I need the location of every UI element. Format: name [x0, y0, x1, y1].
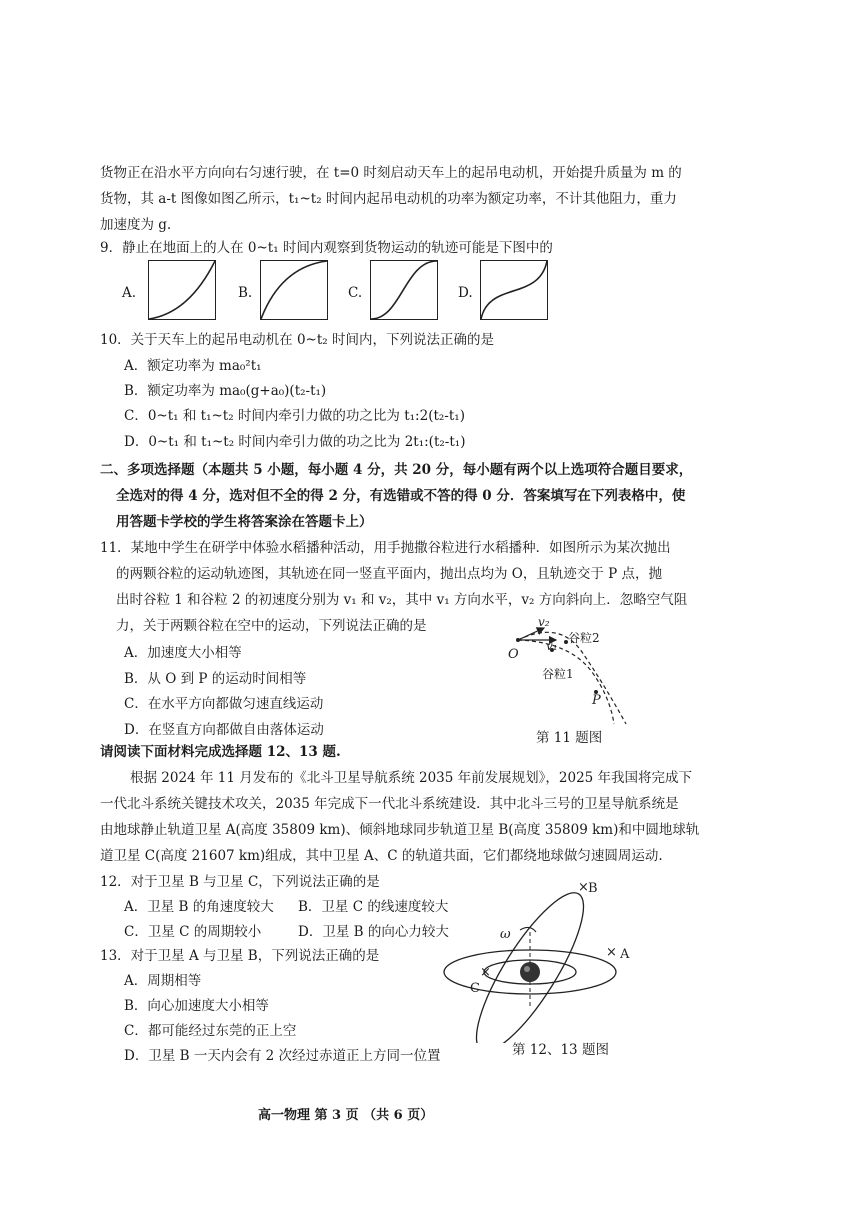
q9-option-d-graph — [480, 260, 548, 320]
q10-stem: 10．关于天车上的起吊电动机在 0~t₂ 时间内，下列说法正确的是 — [100, 332, 494, 348]
q11-stem-line-3: 出时谷粒 1 和谷粒 2 的初速度分别为 v₁ 和 v₂，其中 v₁ 方向水平，v₂ 方向斜向上．忽略空气阻 — [116, 592, 688, 608]
q12-option-c: C．卫星 C 的周期较小 — [124, 924, 262, 940]
material-heading: 请阅读下面材料完成选择题 12、13 题. — [100, 744, 341, 760]
q12-option-a: A．卫星 B 的角速度较大 — [124, 899, 274, 915]
q11-figure-caption: 第 11 题图 — [536, 730, 603, 746]
q10-option-a: A．额定功率为 ma₀²t₁ — [124, 358, 262, 374]
intro-line-1: 货物正在沿水平方向向右匀速行驶，在 t=0 时刻启动天车上的起吊电动机，开始提升质量为 m 的 — [100, 165, 682, 181]
material-line-3: 由地球静止轨道卫星 A(高度 35809 km)、倾斜地球同步轨道卫星 B(高度 35809 km)和中圆地球轨 — [100, 822, 700, 838]
q9-option-c-label: C. — [348, 285, 363, 301]
q9-option-c-graph — [370, 260, 438, 320]
earth-icon — [520, 962, 540, 982]
section2-heading-line-1: 二、多项选择题（本题共 5 小题，每小题 4 分，共 20 分，每小题有两个以上选项符合题目要求， — [100, 462, 693, 478]
satellite-orbits-figure — [440, 878, 640, 1043]
q11-option-a: A．加速度大小相等 — [124, 645, 242, 661]
q11-stem-line-4: 力，关于两颗谷粒在空中的运动，下列说法正确的是 — [116, 618, 427, 634]
q9-option-a-label: A. — [122, 285, 137, 301]
q9-option-d-label: D. — [458, 285, 473, 301]
satellite-a-label: A — [620, 947, 630, 962]
section2-heading-line-3: 用答题卡学校的学生将答案涂在答题卡上） — [116, 514, 373, 530]
q11-label-p: P — [592, 693, 601, 708]
q10-option-c: C．0~t₁ 和 t₁~t₂ 时间内牵引力做的功之比为 t₁:2(t₂-t₁) — [124, 408, 465, 424]
v2-arrow — [518, 628, 544, 640]
satellite-c-label: C — [470, 981, 480, 996]
q9-option-b-graph — [260, 260, 328, 320]
omega-label: ω — [500, 927, 511, 942]
q11-label-o: O — [508, 647, 519, 662]
q10-option-d: D．0~t₁ 和 t₁~t₂ 时间内牵引力做的功之比为 2t₁:(t₂-t₁) — [124, 434, 466, 450]
q11-stem-line-1: 11．某地中学生在研学中体验水稻播种活动，用手抛撒谷粒进行水稻播种．如图所示为某次抛出 — [100, 540, 671, 556]
q11-label-grain2: 谷粒2 — [568, 631, 600, 645]
grain1-trajectory — [518, 640, 614, 724]
satellite-b-label: B — [588, 881, 598, 896]
q11-stem-line-2: 的两颗谷粒的运动轨迹图，其轨迹在同一竖直平面内，抛出点均为 O，且轨迹交于 P 点，抛 — [116, 566, 663, 582]
q13-stem: 13．对于卫星 A 与卫星 B，下列说法正确的是 — [100, 948, 380, 964]
q11-trajectory-figure — [500, 612, 640, 727]
svg-text:×: × — [606, 945, 617, 960]
intro-line-3: 加速度为 g. — [100, 217, 172, 233]
q11-label-v1: v₁ — [546, 639, 558, 653]
q9-stem: 9．静止在地面上的人在 0~t₁ 时间内观察到货物运动的轨迹可能是下图中的 — [100, 240, 553, 256]
q12-13-figure-caption: 第 12、13 题图 — [512, 1042, 609, 1058]
q13-option-d: D．卫星 B 一天内会有 2 次经过赤道正上方同一位置 — [124, 1048, 441, 1064]
svg-text:×: × — [480, 965, 491, 980]
q11-label-grain1: 谷粒1 — [542, 667, 574, 681]
material-line-4: 道卫星 C(高度 21607 km)组成，其中卫星 A、C 的轨道共面，它们都绕地球做匀速圆周运动. — [100, 848, 663, 864]
q12-stem: 12．对于卫星 B 与卫星 C，下列说法正确的是 — [100, 874, 380, 890]
q13-option-c: C．都可能经过东莞的正上空 — [124, 1023, 297, 1039]
material-line-1: 根据 2024 年 11 月发布的《北斗卫星导航系统 2035 年前发展规划》，2025 年我国将完成下 — [130, 770, 693, 786]
q11-option-d: D．在竖直方向都做自由落体运动 — [124, 722, 324, 738]
section2-heading-line-2: 全选对的得 4 分，选对但不全的得 2 分，有选错或不答的得 0 分．答案填写在下列表格中，使 — [116, 488, 686, 504]
material-line-2: 一代北斗系统关键技术攻关，2035 年完成下一代北斗系统建设．其中北斗三号的卫星导航系统是 — [100, 796, 679, 812]
q13-option-b: B．向心加速度大小相等 — [124, 998, 269, 1014]
q11-option-c: C．在水平方向都做匀速直线运动 — [124, 696, 324, 712]
q9-option-b-label: B. — [238, 285, 253, 301]
page-footer: 高一物理 第 3 页 （共 6 页） — [258, 1108, 434, 1123]
intro-line-2: 货物，其 a-t 图像如图乙所示，t₁~t₂ 时间内起吊电动机的功率为额定功率，不计其他阻力，重力 — [100, 191, 677, 207]
q13-option-a: A．周期相等 — [124, 973, 202, 989]
q11-label-v2: v₂ — [538, 615, 550, 629]
q10-option-b: B．额定功率为 ma₀(g+a₀)(t₂-t₁) — [124, 383, 327, 399]
q9-option-a-graph — [148, 260, 216, 320]
q11-option-b: B．从 O 到 P 的运动时间相等 — [124, 671, 307, 687]
q12-option-d: D．卫星 B 的向心力较大 — [298, 924, 449, 940]
svg-text:×: × — [578, 880, 589, 895]
q12-option-b: B．卫星 C 的线速度较大 — [298, 899, 449, 915]
